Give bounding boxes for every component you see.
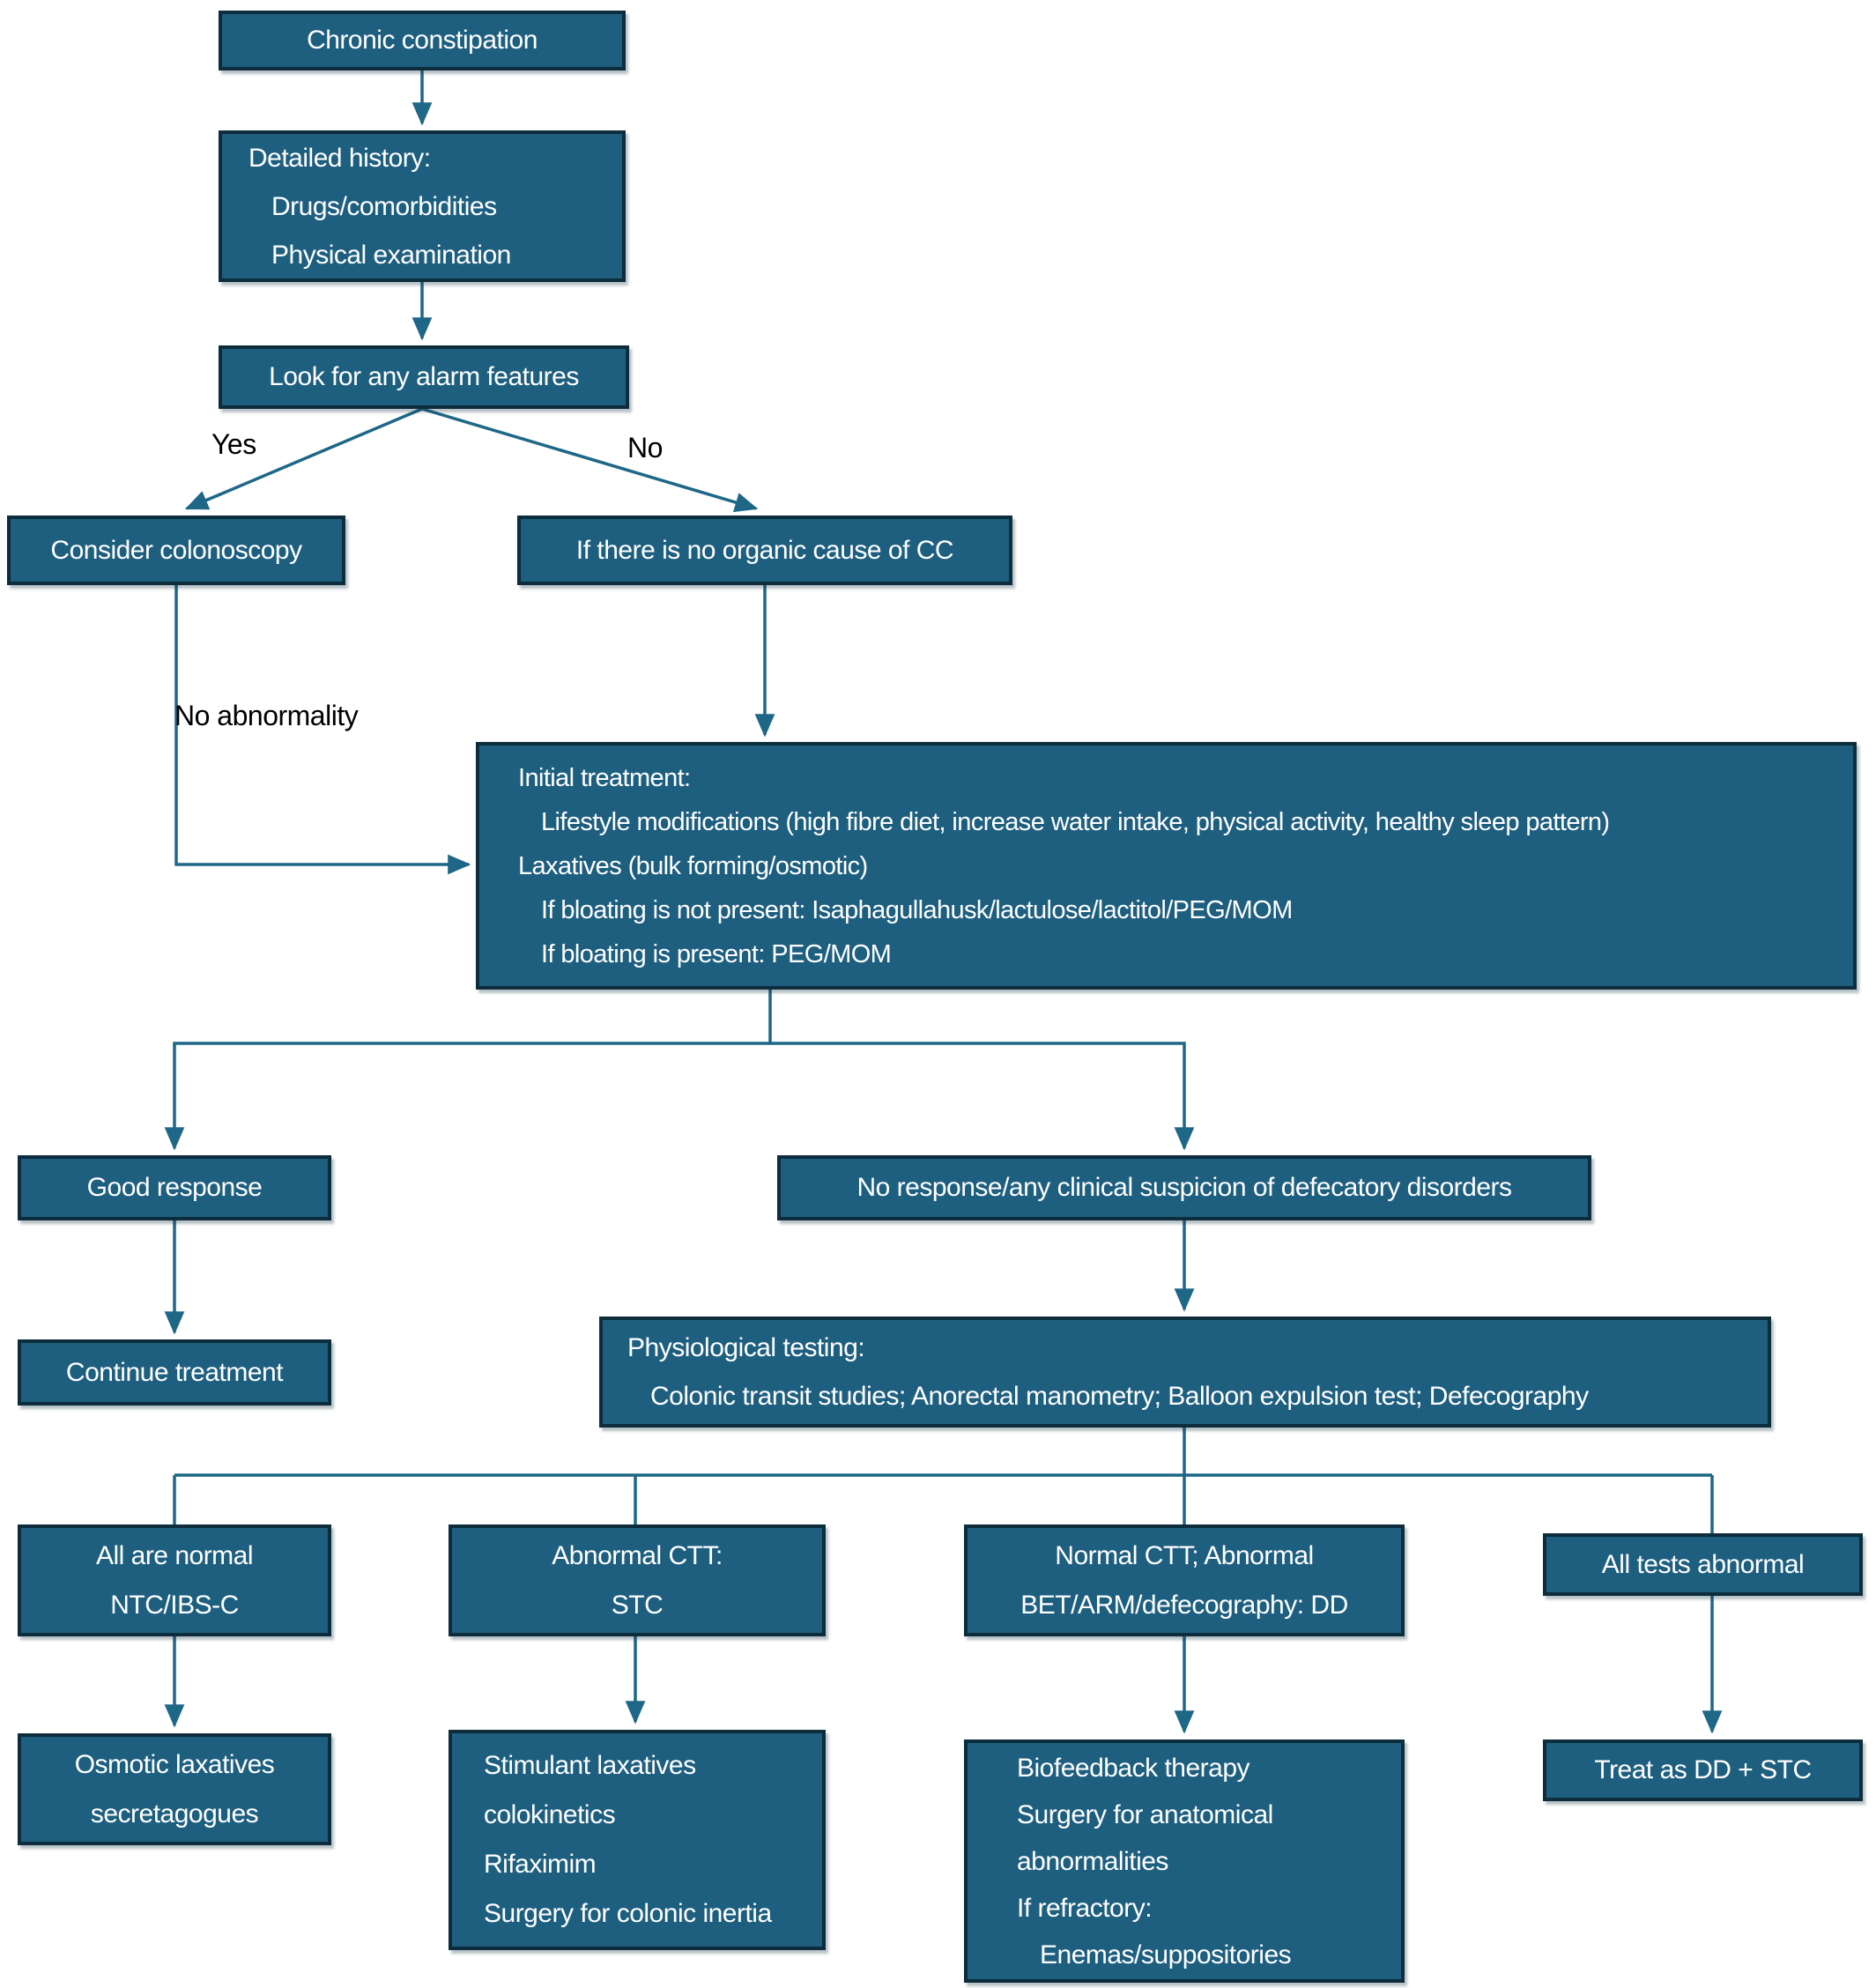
node-text: No response/any clinical suspicion of defecatory disorders bbox=[856, 1173, 1512, 1202]
node-text: Physical examination bbox=[271, 240, 511, 270]
edge-label-no: No bbox=[627, 432, 663, 464]
node-text: Drugs/comorbidities bbox=[271, 191, 497, 221]
node-alarm-features bbox=[219, 345, 629, 409]
node-all-normal-ntc-ibsc bbox=[18, 1524, 331, 1636]
node-text: Detailed history: bbox=[248, 143, 431, 173]
node-text: Stimulant laxatives bbox=[484, 1751, 696, 1780]
node-text: Colonic transit studies; Anorectal manometry; Balloon expulsion test; Defecography bbox=[650, 1382, 1589, 1411]
node-detailed-history bbox=[219, 130, 626, 282]
node-text: Surgery for colonic inertia bbox=[484, 1899, 772, 1928]
node-stimulant-laxatives bbox=[449, 1730, 826, 1950]
node-text: Abnormal CTT: bbox=[552, 1540, 723, 1570]
node-text: NTC/IBS-C bbox=[110, 1590, 239, 1620]
node-text: If bloating is present: PEG/MOM bbox=[541, 939, 892, 968]
node-chronic-constipation bbox=[219, 11, 626, 70]
edge-initial-to-good bbox=[174, 990, 770, 1148]
node-initial-treatment bbox=[476, 742, 1857, 990]
node-text: Initial treatment: bbox=[518, 763, 691, 792]
node-text: Physiological testing: bbox=[627, 1333, 865, 1362]
node-text: BET/ARM/defecography: DD bbox=[1020, 1590, 1348, 1620]
node-no-response bbox=[777, 1155, 1591, 1220]
node-text: Look for any alarm features bbox=[269, 362, 579, 391]
node-osmotic-laxatives bbox=[18, 1733, 331, 1845]
node-text: If there is no organic cause of CC bbox=[575, 535, 954, 565]
node-abnormal-ctt-stc bbox=[449, 1524, 826, 1636]
node-text: If refractory: bbox=[1017, 1893, 1153, 1923]
node-normal-ctt-dd bbox=[964, 1524, 1405, 1636]
node-text: secretagogues bbox=[90, 1799, 259, 1829]
node-text: All are normal bbox=[95, 1540, 254, 1570]
node-text: abnormalities bbox=[1017, 1846, 1168, 1876]
node-text: Osmotic laxatives bbox=[74, 1749, 275, 1779]
node-continue-treatment bbox=[18, 1339, 331, 1406]
node-text: Laxatives (bulk forming/osmotic) bbox=[518, 851, 868, 880]
node-treat-as-dd-stc bbox=[1543, 1740, 1863, 1801]
node-text: Rifaximim bbox=[484, 1850, 597, 1879]
node-text: STC bbox=[611, 1590, 664, 1620]
node-good-response bbox=[18, 1155, 331, 1220]
edge-initial-to-noresponse bbox=[770, 1043, 1184, 1148]
node-text: Chronic constipation bbox=[307, 26, 538, 55]
node-text: Good response bbox=[86, 1173, 263, 1202]
edge-alarm-no-to-organic bbox=[422, 409, 756, 508]
node-text: Consider colonoscopy bbox=[50, 535, 302, 565]
node-all-tests-abnormal bbox=[1543, 1533, 1863, 1596]
node-biofeedback-therapy bbox=[964, 1740, 1405, 1983]
node-text: Normal CTT; Abnormal bbox=[1055, 1540, 1314, 1570]
node-text: If bloating is not present: Isaphagullahusk/lactulose/lactitol/PEG/MOM bbox=[541, 895, 1293, 924]
node-text: Treat as DD + STC bbox=[1594, 1755, 1812, 1784]
node-text: All tests abnormal bbox=[1601, 1549, 1805, 1579]
node-text: colokinetics bbox=[484, 1800, 616, 1829]
node-physiological-testing bbox=[599, 1317, 1771, 1428]
node-text: Surgery for anatomical bbox=[1017, 1799, 1273, 1829]
node-no-organic-cause bbox=[517, 516, 1012, 585]
edge-label-no-abnormality: No abnormality bbox=[174, 700, 359, 731]
node-text: Lifestyle modifications (high fibre diet, increase water intake, physical activity, healthy sleep pattern) bbox=[541, 807, 1610, 836]
node-text: Continue treatment bbox=[65, 1357, 284, 1387]
node-text: Biofeedback therapy bbox=[1017, 1753, 1250, 1783]
edge-label-yes: Yes bbox=[211, 428, 256, 460]
node-consider-colonoscopy bbox=[7, 516, 345, 585]
node-text: Enemas/suppositories bbox=[1040, 1940, 1292, 1969]
